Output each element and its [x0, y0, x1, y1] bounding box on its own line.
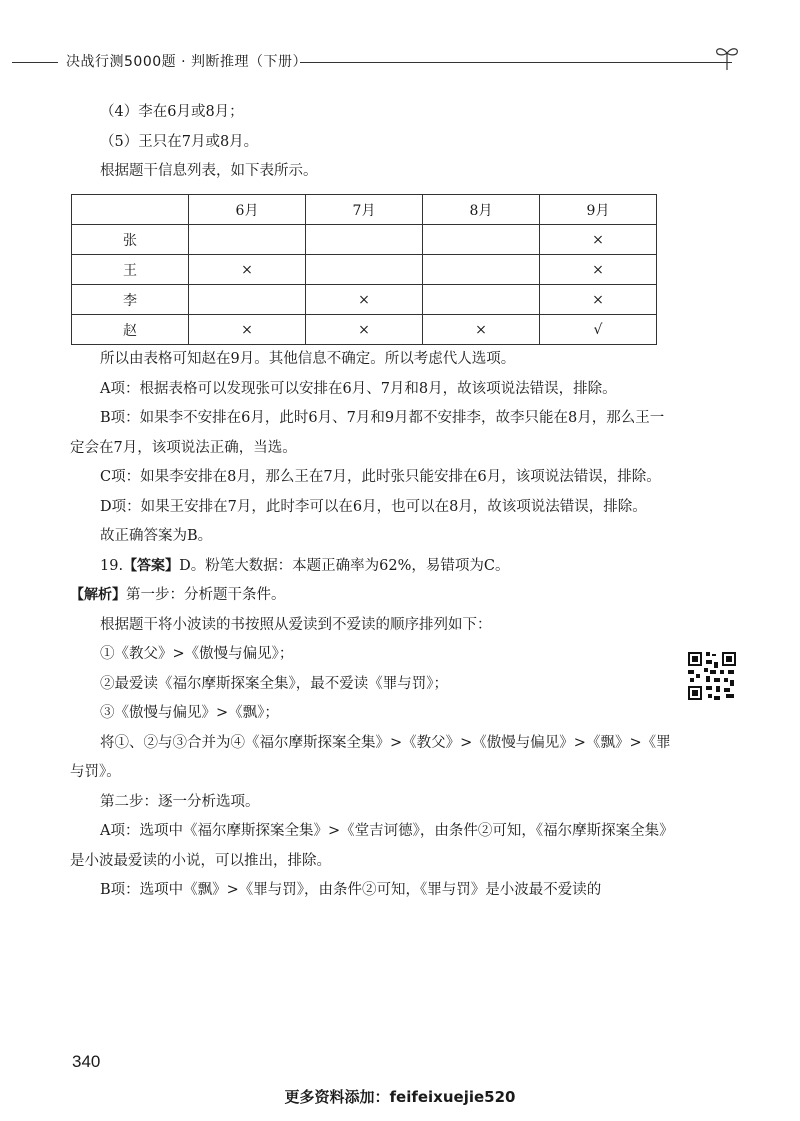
- table-header-cell: 8月: [423, 195, 540, 225]
- paragraph: A项：根据表格可以发现张可以安排在6月、7月和8月，故该项说法错误，排除。: [100, 380, 617, 397]
- page-number: 340: [72, 1052, 101, 1071]
- analysis-label: 【解析】: [70, 587, 126, 603]
- table-cell: 李: [72, 285, 189, 315]
- table-row: [72, 255, 657, 285]
- analysis-block-a: [70, 345, 674, 906]
- paragraph: B项：如果李不安排在6月，此时6月、7月和9月都不安排李，故李只能在8月，那么王一定会在7月，该项说法正确，当选。: [70, 410, 665, 456]
- paragraph: D项：如果王安排在7月，此时李可以在6月，也可以在8月，故该项说法错误，排除。: [100, 498, 647, 515]
- condition-4: （4）李在6月或8月；: [100, 104, 244, 120]
- table-row: [72, 285, 657, 315]
- paragraph: 根据题干将小波读的书按照从爱读到不爱读的顺序排列如下：: [100, 616, 492, 633]
- paragraph: 将①、②与③合并为④《福尔摩斯探案全集》>《教父》>《傲慢与偏见》>《飘》>《罪与罚》。: [70, 734, 671, 780]
- header-rule-left: [12, 62, 58, 63]
- table-cell: [423, 225, 540, 255]
- table-cell: ×: [540, 255, 657, 285]
- paragraph: 所以由表格可知赵在9月。其他信息不确定。所以考虑代人选项。: [100, 351, 516, 367]
- running-header: [0, 48, 800, 74]
- table-intro: 根据题干信息列表，如下表所示。: [100, 163, 318, 179]
- paragraph: ①《教父》>《傲慢与偏见》；: [100, 646, 294, 662]
- answer-label: 【答案】: [123, 557, 180, 574]
- table-header-cell: 6月: [189, 195, 306, 225]
- table-cell: ×: [306, 315, 423, 345]
- table-cell: [306, 225, 423, 255]
- condition-5: （5）王只在7月或8月。: [100, 133, 259, 150]
- table-cell: ×: [189, 315, 306, 345]
- table-cell: [306, 255, 423, 285]
- table-cell: 王: [72, 255, 189, 285]
- paragraph: C项：如果李安排在8月，那么王在7月，此时张只能安排在6月，该项说法错误，排除。: [100, 469, 661, 485]
- table-cell: [423, 255, 540, 285]
- sprout-icon: [712, 42, 742, 72]
- table-cell: √: [540, 315, 657, 345]
- answer-line: [70, 552, 674, 582]
- paragraph: 第二步：逐一分析选项。: [100, 793, 260, 810]
- table-cell: ×: [540, 285, 657, 315]
- paragraph: ②最爱读《福尔摩斯探案全集》，最不爱读《罪与罚》；: [100, 675, 448, 692]
- table-header-cell: 9月: [540, 195, 657, 225]
- header-rule-right: [300, 62, 732, 63]
- paragraph: ③《傲慢与偏见》>《飘》；: [100, 705, 279, 721]
- paragraph: 故正确答案为B。: [100, 528, 213, 544]
- table-row: [72, 225, 657, 255]
- conditions-block: [70, 98, 674, 187]
- analysis-line: [70, 581, 674, 611]
- table-header-cell: 7月: [306, 195, 423, 225]
- paragraph: B项：选项中《飘》>《罪与罚》，由条件②可知，《罪与罚》是小波最不爱读的: [100, 882, 602, 898]
- table-cell: 赵: [72, 315, 189, 345]
- header-title: 决战行测5000题 · 判断推理（下册）: [66, 54, 307, 70]
- table-cell: [189, 285, 306, 315]
- table-header-cell: [72, 195, 189, 225]
- schedule-table: [71, 194, 657, 345]
- table-header-row: [72, 195, 657, 225]
- table-cell: ×: [423, 315, 540, 345]
- answer-text: D。粉笔大数据：本题正确率为62%，易错项为C。: [179, 557, 510, 574]
- table-cell: ×: [306, 285, 423, 315]
- table-cell: [189, 225, 306, 255]
- question-number: 19.: [100, 557, 124, 574]
- analysis-text: 第一步：分析题干条件。: [126, 587, 286, 603]
- table-row: [72, 315, 657, 345]
- footer-note: 更多资料添加：feifeixuejie520: [284, 1088, 516, 1106]
- table-cell: 张: [72, 225, 189, 255]
- qr-code-icon: [686, 650, 738, 702]
- paragraph: A项：选项中《福尔摩斯探案全集》>《堂吉诃德》，由条件②可知，《福尔摩斯探案全集》是小波最爱读的小说，可以推出，排除。: [70, 823, 674, 869]
- table-cell: ×: [189, 255, 306, 285]
- table-cell: ×: [540, 225, 657, 255]
- table-cell: [423, 285, 540, 315]
